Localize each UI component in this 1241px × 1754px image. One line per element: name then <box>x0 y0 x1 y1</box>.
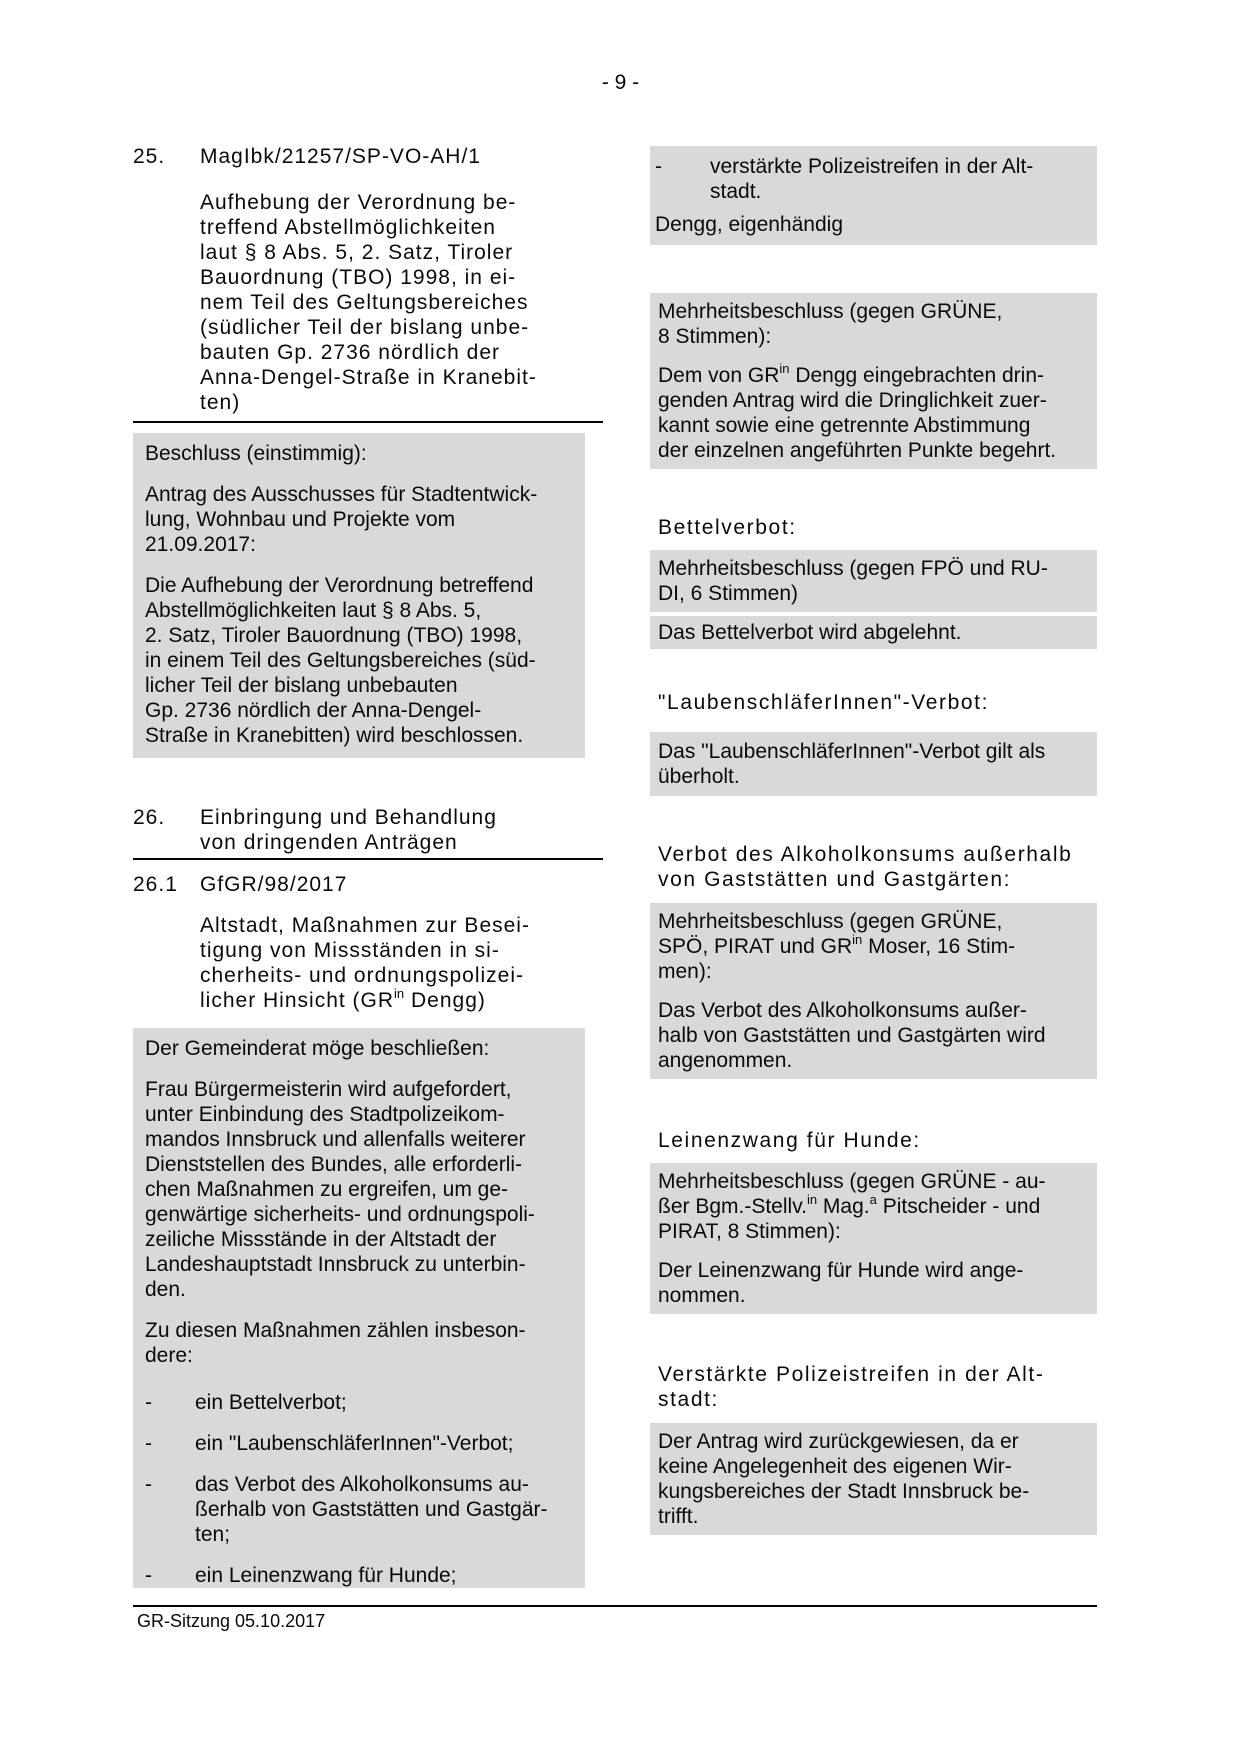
motion-bullet-item <box>145 1563 575 1588</box>
item-25-subject: Aufhebung der Verordnung be- treffend Abstellmöglichkeiten laut § 8 Abs. 5, 2. Satz, Tiroler Bauordnung (TBO) 1998, in ei- nem Teil des Geltungsbereiches (südlicher Teil der bislang unbe- bauten Gp. 2736 nördlich der Anna-Dengel-Straße in Kranebit- ten) <box>200 191 537 414</box>
continued-bullet-text: verstärkte Polizeistreifen in der Alt- stadt. <box>710 155 1034 203</box>
motion-bullet-item <box>145 1431 575 1456</box>
motion-bullet-3: das Verbot des Alkoholkonsums au- ßerhalb von Gaststätten und Gastgär- ten; <box>195 1473 548 1546</box>
decision-25-paragraph-2: Die Aufhebung der Verordnung betreffend Abstellmöglichkeiten laut § 8 Abs. 5, 2. Satz, Tiroler Bauordnung (TBO) 1998, in einem Teil des Geltungsbereiches (süd- licher Teil der bislang unbebauten Gp. 2736 nördlich der Anna-Dengel- Straße in Kranebitten) wird beschlossen. <box>145 574 536 747</box>
motion-bullet-item <box>145 1472 575 1547</box>
continued-bullet-item <box>655 154 1087 204</box>
item-26-title: Einbringung und Behandlung von dringenden Anträgen <box>200 806 497 854</box>
item-26-1-subject: Altstadt, Maßnahmen zur Besei- tigung von Missständen in si- cherheits- und ordnungspolizei- licher Hinsicht ($GR^{in}$ Dengg) <box>200 914 530 1012</box>
leinenzwang-vote: Mehrheitsbeschluss (gegen GRÜNE - au- ßer Bgm.-Stellv.$^{in}$ Mag.$^a$ Pitscheider - und PIRAT, 8 Stimmen): <box>658 1170 1046 1243</box>
motion-heading: Der Gemeinderat möge beschließen: <box>145 1037 490 1060</box>
motion-bullet-item <box>145 1390 575 1415</box>
motion-bullet-2: ein "LaubenschläferInnen"-Verbot; <box>195 1432 514 1455</box>
continued-bullet-box <box>650 146 1097 245</box>
bullet-dash: - <box>145 1391 152 1414</box>
leinenzwang-heading: Leinenzwang für Hunde: <box>658 1129 921 1152</box>
agenda-item-25-heading <box>133 144 603 169</box>
laubenschlaefer-heading: "LaubenschläferInnen"-Verbot: <box>658 691 990 714</box>
bullet-dash: - <box>145 1564 152 1587</box>
motion-paragraph-1: Frau Bürgermeisterin wird aufgefordert, unter Einbindung des Stadtpolizeikom- mandos Innsbruck und allenfalls weiterer Dienststellen des Bundes, alle erforderli- chen Maßnahmen zu ergreifen, um ge- genwärtige sicherheits- und ordnungspoli- zeiliche Missstände in der Altstadt der Landeshauptstadt Innsbruck zu unterbin- den. <box>145 1078 535 1301</box>
laubenschlaefer-result-box: Das "LaubenschläferInnen"-Verbot gilt als überholt. <box>650 732 1097 796</box>
divider-under-item-26 <box>133 858 603 860</box>
alkoholverbot-vote: Mehrheitsbeschluss (gegen GRÜNE, SPÖ, PIRAT und $GR^{in}$ Moser, 16 Stim- men): <box>658 910 1016 983</box>
decision-25-paragraph-1: Antrag des Ausschusses für Stadtentwick- lung, Wohnbau und Projekte vom 21.09.2017: <box>145 483 538 556</box>
motion-box <box>133 1028 585 1588</box>
footer-divider <box>133 1605 1097 1607</box>
urgency-decision-text: Dem von $GR^{in}$ Dengg eingebrachten drin- genden Antrag wird die Dringlichkeit zuer- kannt sowie eine getrennte Abstimmung der einzelnen angeführten Punkte begehrt. <box>658 361 1057 462</box>
item-26-number: 26. <box>133 806 166 829</box>
bullet-dash: - <box>655 155 662 178</box>
page-number: - 9 - <box>601 71 640 94</box>
decision-25-heading: Beschluss (einstimmig): <box>145 442 367 465</box>
signature-line: Dengg, eigenhändig <box>655 213 843 236</box>
item-25-code: MagIbk/21257/SP-VO-AH/1 <box>200 145 481 168</box>
alkoholverbot-box <box>650 903 1097 1079</box>
agenda-item-26-heading <box>133 805 603 855</box>
item-25-number: 25. <box>133 145 166 168</box>
item-26-1-number: 26.1 <box>133 873 178 896</box>
footer-text: GR-Sitzung 05.10.2017 <box>137 1611 326 1631</box>
motion-bullet-4: ein Leinenzwang für Hunde; <box>195 1564 457 1587</box>
item-26-1-code: GfGR/98/2017 <box>200 873 348 896</box>
bettelverbot-heading: Bettelverbot: <box>658 516 797 539</box>
alkoholverbot-result: Das Verbot des Alkoholkonsums außer- halb von Gaststätten und Gastgärten wird angenommen. <box>658 999 1046 1072</box>
bullet-dash: - <box>145 1473 152 1496</box>
bettelverbot-vote-box: Mehrheitsbeschluss (gegen FPÖ und RU- DI, 6 Stimmen) <box>650 550 1097 612</box>
leinenzwang-result: Der Leinenzwang für Hunde wird ange- nommen. <box>658 1259 1024 1307</box>
bullet-dash: - <box>145 1432 152 1455</box>
agenda-item-26-1-heading <box>133 872 603 897</box>
urgency-decision-box <box>650 293 1097 469</box>
divider-under-item-25 <box>133 421 603 423</box>
decision-25-box <box>133 433 585 758</box>
bettelverbot-result-box: Das Bettelverbot wird abgelehnt. <box>650 616 1097 649</box>
motion-paragraph-2: Zu diesen Maßnahmen zählen insbeson- dere: <box>145 1319 526 1367</box>
polizeistreifen-heading: Verstärkte Polizeistreifen in der Alt- stadt: <box>658 1363 1045 1411</box>
alkoholverbot-heading: Verbot des Alkoholkonsums außerhalb von Gaststätten und Gastgärten: <box>658 843 1073 891</box>
leinenzwang-box <box>650 1163 1097 1314</box>
urgency-majority-vote: Mehrheitsbeschluss (gegen GRÜNE, 8 Stimmen): <box>658 300 1003 348</box>
motion-bullet-1: ein Bettelverbot; <box>195 1391 347 1414</box>
polizeistreifen-result-box: Der Antrag wird zurückgewiesen, da er keine Angelegenheit des eigenen Wir- kungsbereiches der Stadt Innsbruck be- trifft. <box>650 1423 1097 1535</box>
